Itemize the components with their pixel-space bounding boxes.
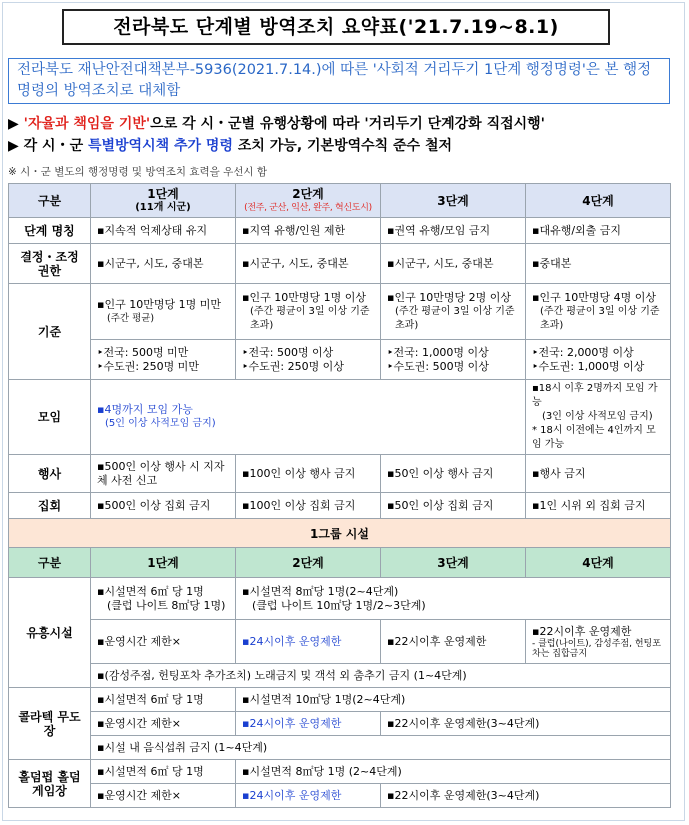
table-cell: ▪500인 이상 행사 시 지자체 사전 신고	[91, 455, 236, 493]
col-header-stage3: 3단계	[381, 548, 526, 578]
group-header	[9, 519, 671, 549]
col-header-stage4: 4단계	[526, 548, 671, 578]
row-label: 유흥시설	[9, 578, 91, 688]
bullet-marker: ▶	[8, 116, 19, 132]
group-title: 1그룹 시설	[9, 519, 671, 549]
table-cell: ▪시군구, 시도, 중대본	[381, 244, 526, 284]
table-cell: ‣전국: 1,000명 이상 ‣수도권: 500명 이상	[381, 340, 526, 380]
table-cell: ▪22시이후 운영제한(3~4단계)	[381, 784, 671, 808]
table-cell: ▪18시 이후 2명까지 모임 가능 (3인 이상 사적모임 금지) * 18시 이전에는 4인까지 모임 가능	[526, 380, 671, 455]
bullet-marker: ▶	[8, 138, 19, 154]
table-cell: ▪인구 10만명당 1명 미만 (주간 평균)	[91, 284, 236, 340]
table-cell: ▪운영시간 제한×	[91, 712, 236, 736]
bullet-1-highlight: '자율과 책임을 기반'	[23, 116, 151, 132]
table-cell: ▪시설면적 8㎡당 1명(2~4단계) (클럽 나이트 10㎡당 1명/2~3단계)	[236, 578, 671, 620]
table-cell: ▪500인 이상 집회 금지	[91, 493, 236, 519]
table-row	[9, 688, 671, 712]
table-row	[9, 784, 671, 808]
table-cell: ▪24시이후 운영제한	[236, 712, 381, 736]
table-cell: ▪22시이후 운영제한(3~4단계)	[381, 712, 671, 736]
table-cell: ▪1인 시위 외 집회 금지	[526, 493, 671, 519]
table-cell: ▪시설면적 8㎡당 1명 (2~4단계)	[236, 760, 671, 784]
table-row	[9, 340, 671, 380]
table-cell: ▪시설면적 10㎡당 1명(2~4단계)	[236, 688, 671, 712]
col-header-category: 구분	[9, 184, 91, 218]
col-header-stage2: 2단계 (전주, 군산, 익산, 완주, 혁신도시)	[236, 184, 381, 218]
page-title: 전라북도 단계별 방역조치 요약표('21.7.19~8.1)	[62, 9, 610, 45]
table-row	[9, 218, 671, 244]
table-cell: ▪4명까지 모임 가능 (5인 이상 사적모임 금지)	[91, 380, 526, 455]
table-cell: ▪인구 10만명당 1명 이상 (주간 평균이 3일 이상 기준 초과)	[236, 284, 381, 340]
table-cell: ▪24시이후 운영제한	[236, 784, 381, 808]
table-cell: ▪운영시간 제한×	[91, 620, 236, 664]
table-row	[9, 664, 671, 688]
table-cell: ▪22시이후 운영제한 - 클럽(나이트), 감성주점, 헌팅포차는 집합금지	[526, 620, 671, 664]
table-cell: ▪시설면적 6㎡ 당 1명 (클럽 나이트 8㎡당 1명)	[91, 578, 236, 620]
col-header-stage4: 4단계	[526, 184, 671, 218]
table-cell: ▪인구 10만명당 4명 이상 (주간 평균이 3일 이상 기준 초과)	[526, 284, 671, 340]
col-header-stage3: 3단계	[381, 184, 526, 218]
bullet-1	[8, 114, 676, 134]
table-cell: ▪대유행/외출 금지	[526, 218, 671, 244]
table-row	[9, 455, 671, 493]
table-row	[9, 760, 671, 784]
table-cell: ▪50인 이상 집회 금지	[381, 493, 526, 519]
table-cell: ▪50인 이상 행사 금지	[381, 455, 526, 493]
bullet-2-text: 조치 가능, 기본방역수칙 준수 철저	[232, 138, 453, 154]
bullet-2-highlight: 특별방역시책 추가 명령	[87, 138, 233, 154]
row-label: 집회	[9, 493, 91, 519]
table-cell: ‣전국: 2,000명 이상 ‣수도권: 1,000명 이상	[526, 340, 671, 380]
table-row	[9, 712, 671, 736]
notice-banner: 전라북도 재난안전대책본부-5936(2021.7.14.)에 따른 '사회적 거리두기 1단계 행정명령'은 본 행정명령의 방역조치로 대체함	[8, 58, 670, 104]
table-cell: ▪인구 10만명당 2명 이상 (주간 평균이 3일 이상 기준 초과)	[381, 284, 526, 340]
table-header	[9, 548, 671, 578]
table-cell: ▪시군구, 시도, 중대본	[236, 244, 381, 284]
table-cell: ▪지속적 억제상태 유지	[91, 218, 236, 244]
table-cell: ‣전국: 500명 이상 ‣수도권: 250명 이상	[236, 340, 381, 380]
table-cell: ▪시설면적 6㎡ 당 1명	[91, 688, 236, 712]
row-label: 기준	[9, 284, 91, 380]
row-label: 결정・조정 권한	[9, 244, 91, 284]
note-text: ※ 시・군 별도의 행정명령 및 방역조치 효력을 우선시 함	[8, 166, 268, 178]
table-row	[9, 380, 671, 455]
stage-table	[8, 183, 671, 549]
table-cell: ‣전국: 500명 미만 ‣수도권: 250명 미만	[91, 340, 236, 380]
row-label: 행사	[9, 455, 91, 493]
table-cell: ▪운영시간 제한×	[91, 784, 236, 808]
table-row	[9, 620, 671, 664]
table-cell: ▪100인 이상 행사 금지	[236, 455, 381, 493]
bullet-2	[8, 136, 676, 156]
table-cell: ▪24시이후 운영제한	[236, 620, 381, 664]
bullet-2-prefix: 각 시・군	[23, 138, 88, 154]
table-header	[9, 184, 671, 218]
table-cell: ▪100인 이상 집회 금지	[236, 493, 381, 519]
bullet-1-text: 으로 각 시・군별 유행상황에 따라 '거리두기 단계강화 직접시행'	[150, 116, 545, 132]
table-row	[9, 578, 671, 620]
table-row	[9, 244, 671, 284]
table-cell: ▪행사 금지	[526, 455, 671, 493]
table-cell: ▪시설면적 6㎡ 당 1명	[91, 760, 236, 784]
col-header-stage2: 2단계	[236, 548, 381, 578]
table-cell: ▪지역 유행/인원 제한	[236, 218, 381, 244]
row-label: 단계 명칭	[9, 218, 91, 244]
table-row	[9, 284, 671, 340]
table-cell: ▪22시이후 운영제한	[381, 620, 526, 664]
row-label: 모임	[9, 380, 91, 455]
table-row	[9, 493, 671, 519]
row-label: 홀덤펍 홀덤게임장	[9, 760, 91, 808]
col-header-category: 구분	[9, 548, 91, 578]
table-cell: ▪시군구, 시도, 중대본	[91, 244, 236, 284]
col-header-stage1: 1단계	[91, 548, 236, 578]
table-cell: ▪시설 내 음식섭취 금지 (1~4단계)	[91, 736, 671, 760]
col-header-stage1: 1단계 (11개 시군)	[91, 184, 236, 218]
row-label: 콜라텍 무도장	[9, 688, 91, 760]
table-cell: ▪(감성주점, 헌팅포차 추가조치) 노래금지 및 객석 외 춤추기 금지 (1~4단계)	[91, 664, 671, 688]
table-cell: ▪권역 유행/모임 금지	[381, 218, 526, 244]
facility-table	[8, 547, 671, 808]
table-cell: ▪중대본	[526, 244, 671, 284]
table-row	[9, 736, 671, 760]
